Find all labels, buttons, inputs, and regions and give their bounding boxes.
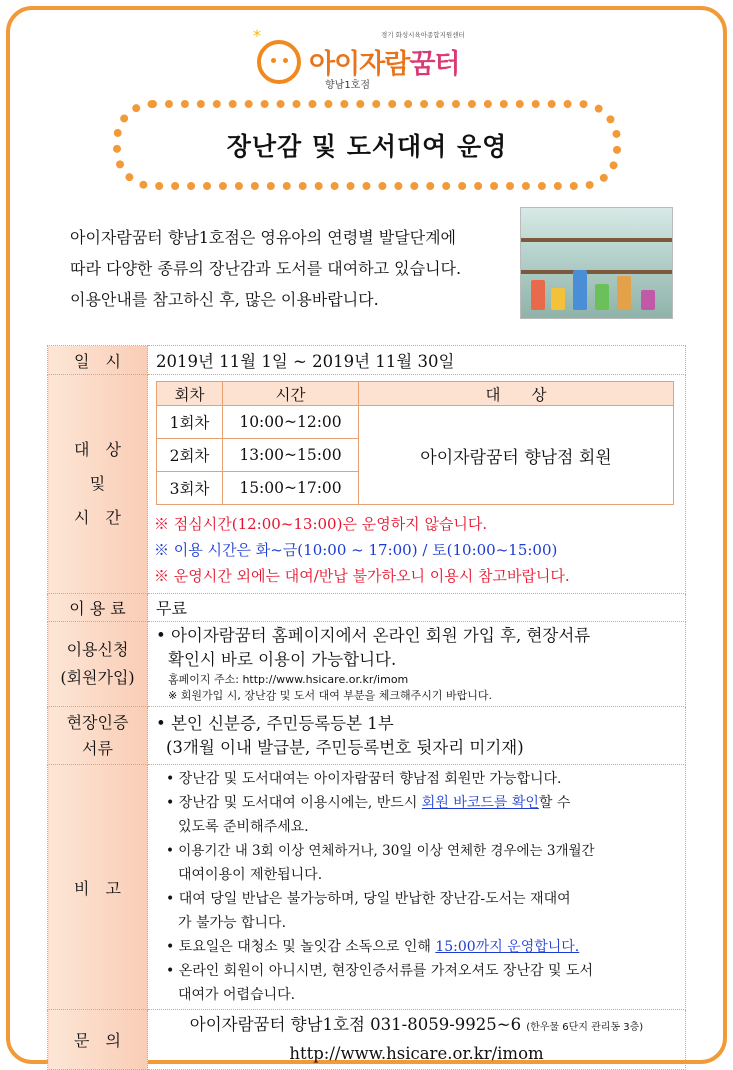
logo-name-part2: 꿈터 [409, 49, 460, 80]
row-documents [48, 707, 686, 765]
date-value: 2019년 11월 1일 ~ 2019년 11월 30일 [148, 346, 686, 375]
contact-phone: 아이자람꿈터 향남1호점 031-8059-9925~6 (한우물 6단지 관리동 3층) [189, 1015, 644, 1034]
logo-branch: 향남1호점 [325, 80, 371, 91]
session-no: 3회차 [157, 472, 223, 505]
label-documents: 현장인증 서류 [48, 707, 148, 765]
note-item: 대여이용이 제한됩니다. [178, 867, 323, 883]
note-outside-hours: ※ 운영시간 외에는 대여/반납 불가하오니 이용시 참고바랍니다. [154, 567, 570, 585]
intro-text [70, 222, 510, 315]
label-schedule: 대 상 및 시 간 [48, 375, 148, 594]
session-table [156, 381, 674, 505]
note-item: • 토요일은 대청소 및 놀잇감 소독으로 인해 15:00까지 운영합니다. [166, 939, 580, 955]
session-time: 15:00~17:00 [223, 472, 359, 505]
logo-name-part1: 아이자람 [309, 49, 410, 80]
smiley-face-icon [257, 40, 301, 84]
row-apply [48, 622, 686, 707]
header-time: 시간 [223, 382, 359, 406]
notes-content [148, 765, 686, 1010]
header-target: 대 상 [359, 382, 674, 406]
saturday-hours-link: 15:00까지 운영합니다. [435, 939, 580, 955]
star-icon: * [253, 26, 261, 45]
apply-note: ※ 회원가입 시, 장난감 및 도서 대여 부분을 체크해주시기 바랍니다. [168, 689, 492, 702]
apply-line: • 아이자람꿈터 홈페이지에서 온라인 회원 가입 후, 현장서류 [156, 626, 591, 645]
note-item: 대여가 어렵습니다. [178, 987, 296, 1003]
intro-line: 이용안내를 참고하신 후, 많은 이용바랍니다. [70, 290, 379, 309]
row-schedule [48, 375, 686, 594]
barcode-link: 회원 바코드를 확인 [421, 795, 539, 811]
apply-line: 확인시 바로 이용이 가능합니다. [168, 650, 397, 669]
session-no: 2회차 [157, 439, 223, 472]
info-table [47, 345, 686, 1070]
schedule-content [148, 375, 686, 594]
toy-library-photo [520, 207, 673, 319]
session-time: 13:00~15:00 [223, 439, 359, 472]
session-row [157, 406, 674, 439]
note-lunch: ※ 점심시간(12:00~13:00)은 운영하지 않습니다. [154, 515, 488, 533]
homepage-address: 홈페이지 주소: http://www.hsicare.or.kr/imom [168, 673, 409, 686]
contact-content [148, 1010, 686, 1070]
note-item: • 온라인 회원이 아니시면, 현장인증서류를 가져오셔도 장난감 및 도서 [166, 963, 593, 979]
intro-line: 아이자람꿈터 향남1호점은 영유아의 연령별 발달단계에 [70, 228, 457, 247]
header-session: 회차 [157, 382, 223, 406]
label-contact: 문 의 [48, 1010, 148, 1070]
documents-line: • 본인 신분증, 주민등록등본 1부 [156, 713, 394, 733]
title-bubble [113, 100, 621, 190]
note-item: • 대여 당일 반납은 불가능하며, 당일 반납한 장난감-도서는 재대여 [166, 891, 571, 907]
session-no: 1회차 [157, 406, 223, 439]
note-item: • 장난감 및 도서대여 이용시에는, 반드시 회원 바코드를 확인할 수 [166, 795, 571, 811]
label-apply: 이용신청 (회원가입) [48, 622, 148, 707]
note-hours: ※ 이용 시간은 화~금(10:00 ~ 17:00) / 토(10:00~15:00) [154, 541, 558, 559]
row-date [48, 346, 686, 375]
session-target: 아이자람꿈터 향남점 회원 [359, 406, 674, 505]
logo [253, 28, 493, 92]
note-item: • 장난감 및 도서대여는 아이자람꿈터 향남점 회원만 가능합니다. [166, 771, 562, 787]
documents-content [148, 707, 686, 765]
note-item: • 이용기간 내 3회 이상 연체하거나, 30일 이상 연체한 경우에는 3개월간 [166, 843, 595, 859]
documents-line: (3개월 이내 발급분, 주민등록번호 뒷자리 미기재) [166, 737, 524, 757]
label-notes: 비 고 [48, 765, 148, 1010]
intro-line: 따라 다양한 종류의 장난감과 도서를 대여하고 있습니다. [70, 259, 462, 278]
row-fee [48, 594, 686, 622]
page-title: 장난감 및 도서대여 운영 [226, 132, 508, 161]
row-contact [48, 1010, 686, 1070]
logo-center-name: 경기 화성시육아종합지원센터 [381, 31, 465, 39]
label-date: 일 시 [48, 346, 148, 375]
contact-address: (한우물 6단지 관리동 3층) [526, 1022, 644, 1033]
note-item: 가 불가능 합니다. [178, 915, 287, 931]
row-notes [48, 765, 686, 1010]
session-time: 10:00~12:00 [223, 406, 359, 439]
contact-url: http://www.hsicare.or.kr/imom [289, 1044, 544, 1063]
fee-value: 무료 [148, 594, 686, 622]
note-item: 있도록 준비해주세요. [178, 819, 309, 835]
label-fee: 이 용 료 [48, 594, 148, 622]
apply-content [148, 622, 686, 707]
